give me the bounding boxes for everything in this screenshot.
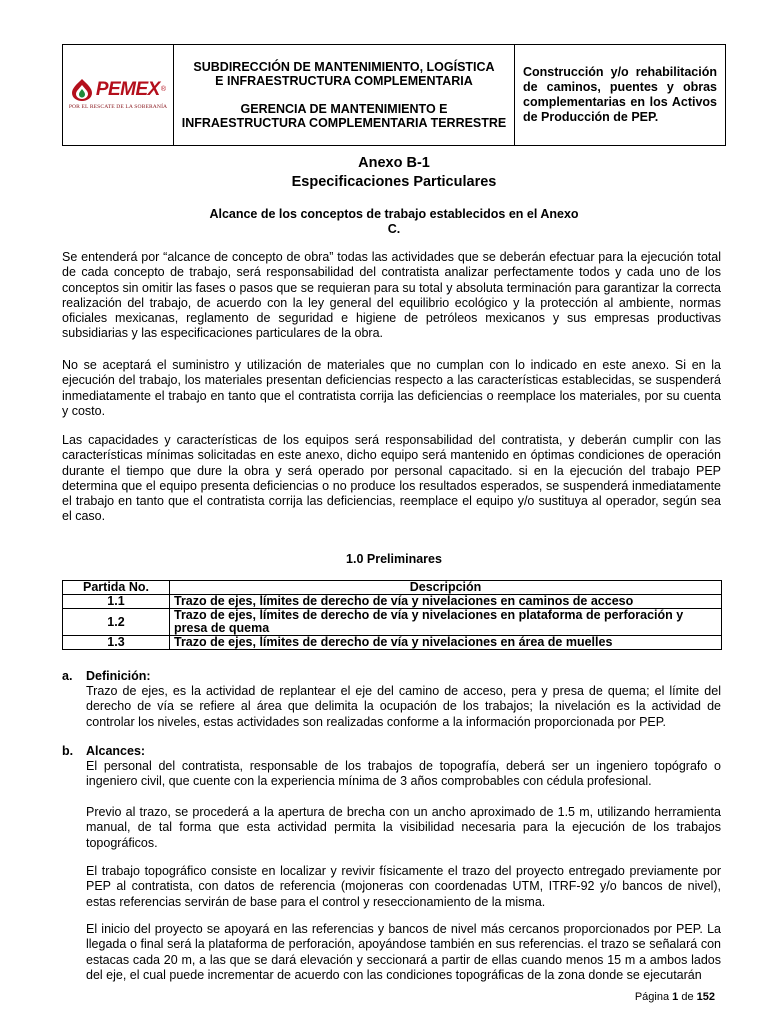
scope-paragraph-1: El personal del contratista, responsable de los trabajos de topografía, deberá ser un ingeniero topógrafo o ingeniero civil, que cuente con la experiencia mínima de 3 años comprobables con cédula profesional. bbox=[86, 759, 721, 789]
management-line-1: GERENCIA DE MANTENIMIENTO E bbox=[240, 102, 448, 116]
intro-paragraph-2: No se aceptará el suministro y utilización de materiales que no cumplan con lo indicado en este anexo. Si en la ejecución del trabajo, los materiales presentan deficiencias respecto a las características establecidas, se suspenderá inmediatamente el trabajo en tanto que el contratista corrija las deficiencias o reemplace los materiales, por su cuenta y costo. bbox=[62, 358, 721, 418]
definition-text: Trazo de ejes, es la actividad de replantear el eje del camino de acceso, pera y presa de quema; el límite del derecho de vía se refiere al área que delimita la ocupación de los trabajos; la nivelación es la actividad de controlar los niveles, estas actividades son realizadas conforme a la información proporcionada por PEP. bbox=[86, 684, 721, 729]
list-letter: b. bbox=[62, 744, 74, 758]
row-number: 1.2 bbox=[63, 609, 170, 636]
scope-heading-line-2: C. bbox=[387, 222, 401, 236]
column-header-description: Descripción bbox=[170, 581, 722, 595]
items-table bbox=[62, 580, 722, 650]
pemex-logo bbox=[69, 78, 167, 110]
table-header-row bbox=[63, 581, 722, 595]
logo-wordmark: PEMEX bbox=[95, 78, 160, 100]
list-letter: a. bbox=[62, 669, 73, 683]
department-line-1: SUBDIRECCIÓN DE MANTENIMIENTO, LOGÍSTICA bbox=[193, 60, 495, 74]
header-department-cell bbox=[174, 45, 515, 146]
page-number bbox=[540, 991, 715, 1003]
scope-paragraph-4: El inicio del proyecto se apoyará en las referencias y bancos de nivel más cercanos proporcionados por PEP. La llegada o final será la plataforma de perforación, apoyándose también en sus referencias. el trazo se señalará con estacas cada 20 m, a las que se dará elevación y seccionará a partir de ellas cuando menos 15 m a ambos lados del eje, el cual puede incrementar de acuerdo con las condiciones topográficas de la zona donde se ejecutarán bbox=[86, 922, 721, 982]
intro-paragraph-1: Se entenderá por “alcance de concepto de obra” todas las actividades que se deberán efectuar para la ejecución total de cada concepto de trabajo, será responsabilidad del contratista analizar perfectamente todos y cada uno de los conceptos sin omitir las fases o pasos que se requieran para su total y absoluta terminación para garantizar la correcta realización del trabajo, de acuerdo con la ley general del equilibrio ecológico y la protección al ambiente, normas oficiales mexicanas, reglamento de seguridad e higiene de petróleos mexicanos y sus empresas productivas subsidiarias y las especificaciones particulares de la obra. bbox=[62, 250, 721, 341]
column-header-number: Partida No. bbox=[63, 581, 170, 595]
table-row bbox=[63, 636, 722, 650]
row-number: 1.1 bbox=[63, 595, 170, 609]
table-row bbox=[63, 609, 722, 636]
scope-paragraph-3: El trabajo topográfico consiste en localizar y revivir físicamente el trazo del proyecto entregado previamente por PEP al contratista, con datos de referencia (mojoneras con coordenadas UTM, ITRF-92 y/o bancos de nivel), estas referencias servirán de base para el control y reseccionamiento de la misma. bbox=[86, 864, 721, 909]
row-description: Trazo de ejes, límites de derecho de vía y nivelaciones en área de muelles bbox=[170, 636, 722, 650]
section-title: 1.0 Preliminares bbox=[346, 552, 442, 566]
row-description: Trazo de ejes, límites de derecho de vía y nivelaciones en plataforma de perforación y presa de quema bbox=[170, 609, 722, 636]
document-subtitle: Especificaciones Particulares bbox=[291, 174, 497, 190]
scope-paragraph-2: Previo al trazo, se procederá a la apertura de brecha con un ancho aproximado de 1.5 m, utilizando herramienta manual, de tal forma que esta actividad permita la visibilidad necesaria para la ejecución de los trabajos topográficos. bbox=[86, 805, 721, 850]
table-row bbox=[63, 595, 722, 609]
definition-heading bbox=[62, 669, 151, 684]
page-label: Página bbox=[634, 991, 670, 1003]
logo-cell bbox=[63, 45, 174, 146]
intro-paragraph-3: Las capacidades y características de los equipos será responsabilidad del contratista, y deberán cumplir con las características mínimas solicitadas en este anexo, dicho equipo será mantenido en óptimas condiciones de operación durante el tiempo que dure la obra y será operado por personal capacitado. si en la ejecución del trabajo PEP determina que el equipo presenta deficiencias o no produce los resultados esperados, se suspenderá inmediatamente el trabajo en tanto que el contratista corrija las deficiencias, reemplace el equipo y/o sustituya al operador, según sea el caso. bbox=[62, 433, 721, 524]
scope-label: Alcances: bbox=[86, 744, 146, 758]
management-line-2: INFRAESTRUCTURA COMPLEMENTARIA TERRESTRE bbox=[181, 116, 507, 130]
scope-heading bbox=[62, 744, 145, 759]
page-total: 152 bbox=[696, 991, 715, 1003]
registered-mark: ® bbox=[160, 86, 167, 93]
scope-heading-line-1: Alcance de los conceptos de trabajo establecidos en el Anexo bbox=[209, 207, 579, 221]
definition-label: Definición: bbox=[86, 669, 151, 683]
logo-tagline: POR EL RESCATE DE LA SOBERANÍA bbox=[68, 103, 168, 110]
pemex-flame-logo-icon bbox=[69, 78, 95, 102]
document-title: Anexo B-1 bbox=[358, 155, 430, 171]
department-line-2: E INFRAESTRUCTURA COMPLEMENTARIA bbox=[215, 74, 473, 88]
row-number: 1.3 bbox=[63, 636, 170, 650]
page-of: de bbox=[681, 991, 694, 1003]
row-description: Trazo de ejes, límites de derecho de vía y nivelaciones en caminos de acceso bbox=[170, 595, 722, 609]
document-header bbox=[62, 44, 726, 146]
page-current: 1 bbox=[672, 991, 679, 1003]
header-project-title: Construcción y/o rehabilitación de caminos, puentes y obras complementarias en los Activos de Producción de PEP. bbox=[515, 45, 726, 146]
